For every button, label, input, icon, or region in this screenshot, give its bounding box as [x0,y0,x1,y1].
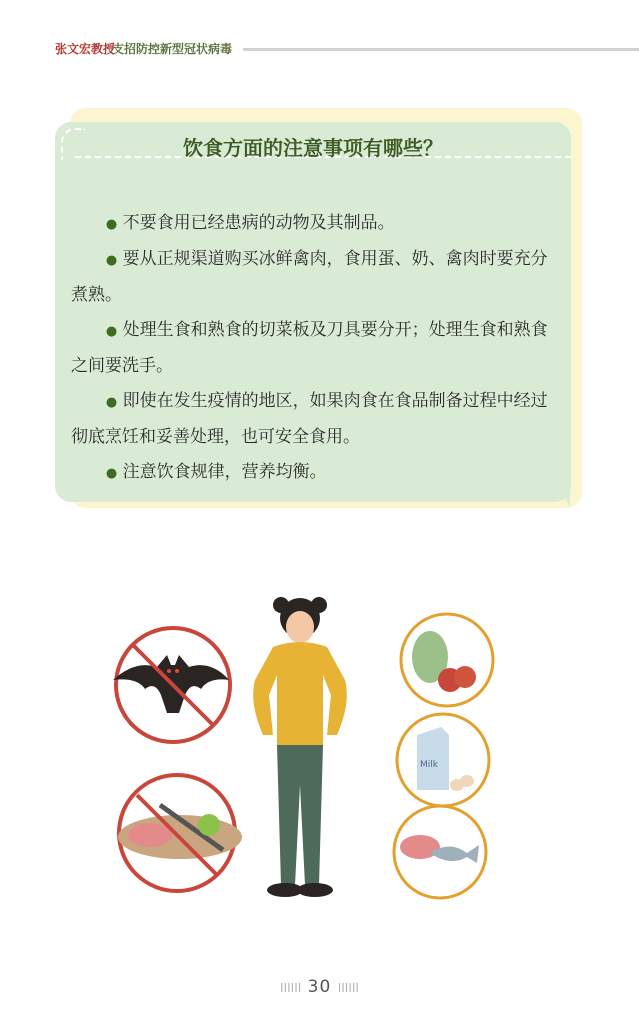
bullet-icon: ● [105,253,118,268]
bullet-icon: ● [105,217,118,232]
tip-text: 注意饮食规律，营养均衡。 [122,462,327,482]
bullet-icon: ● [105,395,118,410]
header-author: 张文宏教授 [55,42,116,56]
tip-text: 不要食用已经患病的动物及其制品。 [122,213,395,233]
bullet-icon: ● [105,324,118,339]
page-ticks-right: IIIIII [337,981,359,995]
tip-item [71,313,557,384]
header-title: 支招防控新型冠状病毒 [112,42,233,56]
food-safety-illustration [105,585,505,915]
page-number-text: 30 [307,977,332,997]
tip-item [71,384,557,455]
header-rule [243,48,639,51]
card-title: 饮食方面的注意事项有哪些？ [183,136,443,160]
tip-text: 要从正规渠道购买冰鲜禽肉，食用蛋、奶、禽肉时要充分煮熟。 [71,249,548,305]
tip-item [71,242,557,313]
tip-item [71,455,557,491]
prohibited-bat-icon [113,628,230,742]
page-ticks-left: IIIIII [280,981,302,995]
milk-eggs-icon [397,714,489,806]
tip-item [71,206,557,242]
tips-list [71,206,557,491]
tips-card [55,122,571,502]
page-number [0,977,639,997]
girl-figure [253,597,347,897]
page-header [55,40,639,60]
milk-label: Milk [420,760,438,770]
tip-text: 处理生食和熟食的切菜板及刀具要分开；处理生食和熟食之间要洗手。 [71,320,548,376]
bullet-icon: ● [105,466,118,481]
tip-text: 即使在发生疫情的地区，如果肉食在食品制备过程中经过彻底烹饪和妥善处理，也可安全食用。 [71,391,548,447]
meat-fish-icon [394,806,486,898]
vegetables-icon [401,614,493,706]
prohibited-cutting-board-icon [118,775,242,891]
